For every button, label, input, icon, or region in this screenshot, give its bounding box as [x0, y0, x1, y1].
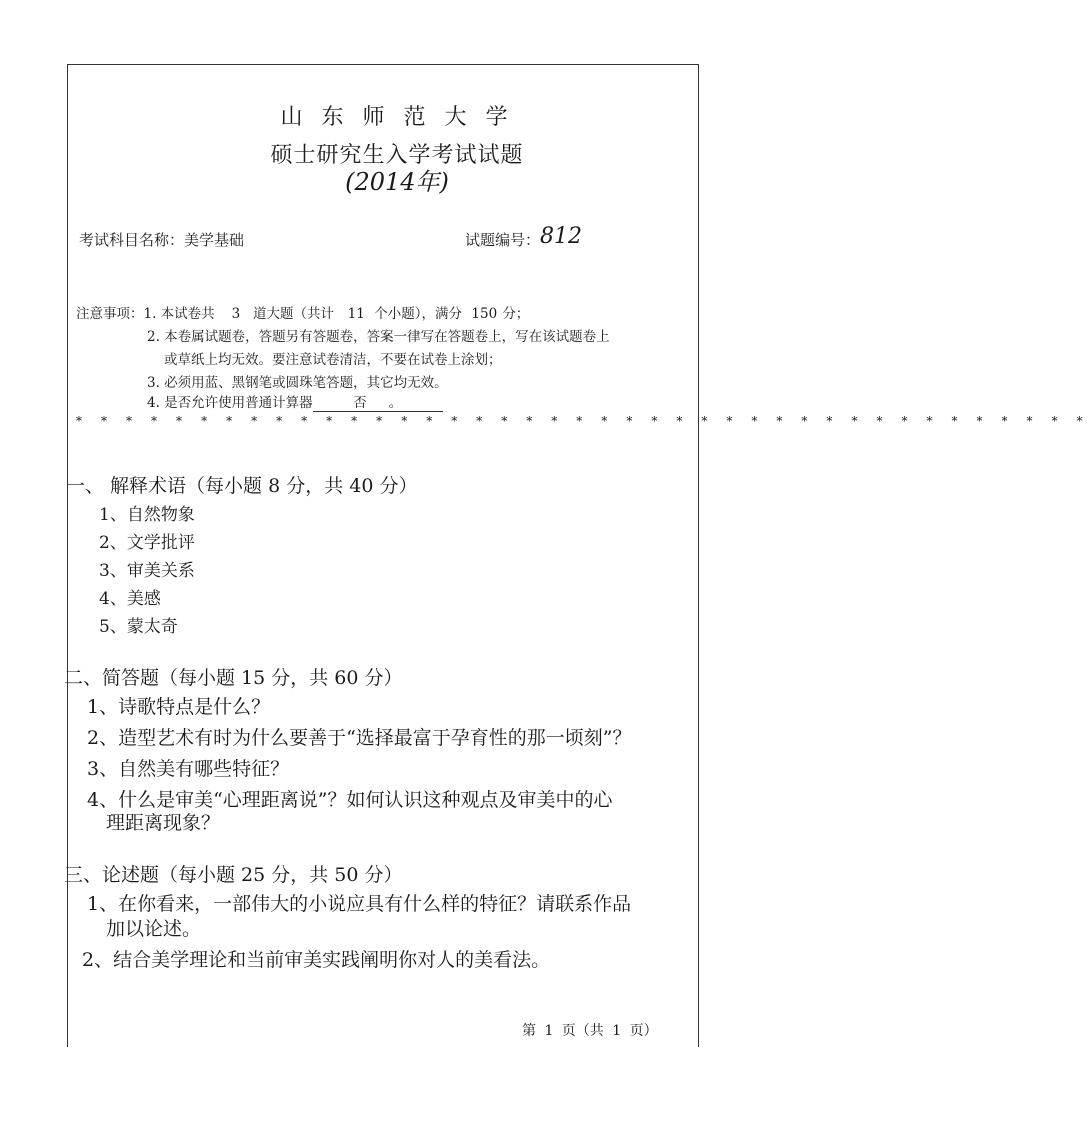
section-1-title: 一、 解释术语（每小题 8 分，共 40 分）	[66, 475, 418, 497]
s3-item-2: 2、结合美学理论和当前审美实践阐明你对人的美看法。	[82, 949, 551, 971]
section-3-title: 三、论述题（每小题 25 分，共 50 分）	[64, 864, 403, 886]
page-number: 第 1 页（共 1 页）	[522, 1023, 658, 1039]
s1-item-3: 3、审美关系	[99, 561, 195, 581]
s2-item-4: 4、什么是审美“心理距离说”？如何认识这种观点及审美中的心	[87, 789, 613, 811]
notice-line-3: 3. 必须用蓝、黑钢笔或圆珠笔答题，其它均无效。	[147, 375, 448, 391]
notice-line-2: 2. 本卷属试题卷，答题另有答题卷，答案一律写在答题卷上，写在该试题卷上	[147, 329, 610, 345]
section-2-title: 二、简答题（每小题 15 分，共 60 分）	[64, 667, 403, 689]
s3-item-1: 1、在你看来，一部伟大的小说应具有什么样的特征？请联系作品	[87, 893, 632, 915]
s2-item-3: 3、自然美有哪些特征？	[87, 758, 290, 780]
code-value: 812	[540, 224, 582, 249]
exam-title: 硕士研究生入学考试试题	[270, 143, 524, 168]
s2-item-2: 2、造型艺术有时为什么要善于“选择最富于孕育性的那一顷刻”？	[87, 727, 632, 749]
subquestion-count: 11	[347, 306, 365, 322]
s3-item-1-cont: 加以论述。	[106, 918, 202, 940]
total-score: 150	[471, 306, 498, 322]
s1-item-4: 4、美感	[99, 589, 161, 609]
s1-item-2: 2、文学批评	[99, 533, 195, 553]
notice-line-1: 注意事项：1. 本试卷共 3 道大题（共计 11 个小题），满分 150 分；	[76, 306, 530, 322]
divider-stars: * * * * * * * * * * * * * * * * * * * * * * * * * * * * * * * * * * * * * * * * *	[76, 414, 1090, 428]
notice-label: 注意事项：	[76, 306, 144, 322]
subject-name: 考试科目名称：美学基础	[79, 231, 245, 249]
notice-line-4: 4. 是否允许使用普通计算器 否 。	[147, 391, 443, 412]
s1-item-1: 1、自然物象	[99, 505, 195, 525]
notice-line-2b: 或草纸上均无效。要注意试卷清洁，不要在试卷上涂划；	[164, 352, 502, 368]
s2-item-1: 1、诗歌特点是什么？	[87, 696, 271, 718]
s1-item-5: 5、蒙太奇	[99, 617, 178, 637]
question-count: 3	[231, 306, 241, 322]
calculator-allowed: 否 。	[313, 391, 443, 412]
exam-year: (2014年)	[345, 168, 449, 196]
code-label: 试题编号：	[465, 231, 541, 249]
s2-item-4-cont: 理距离现象？	[106, 812, 221, 834]
university-name: 山 东 师 范 大 学	[280, 105, 514, 130]
